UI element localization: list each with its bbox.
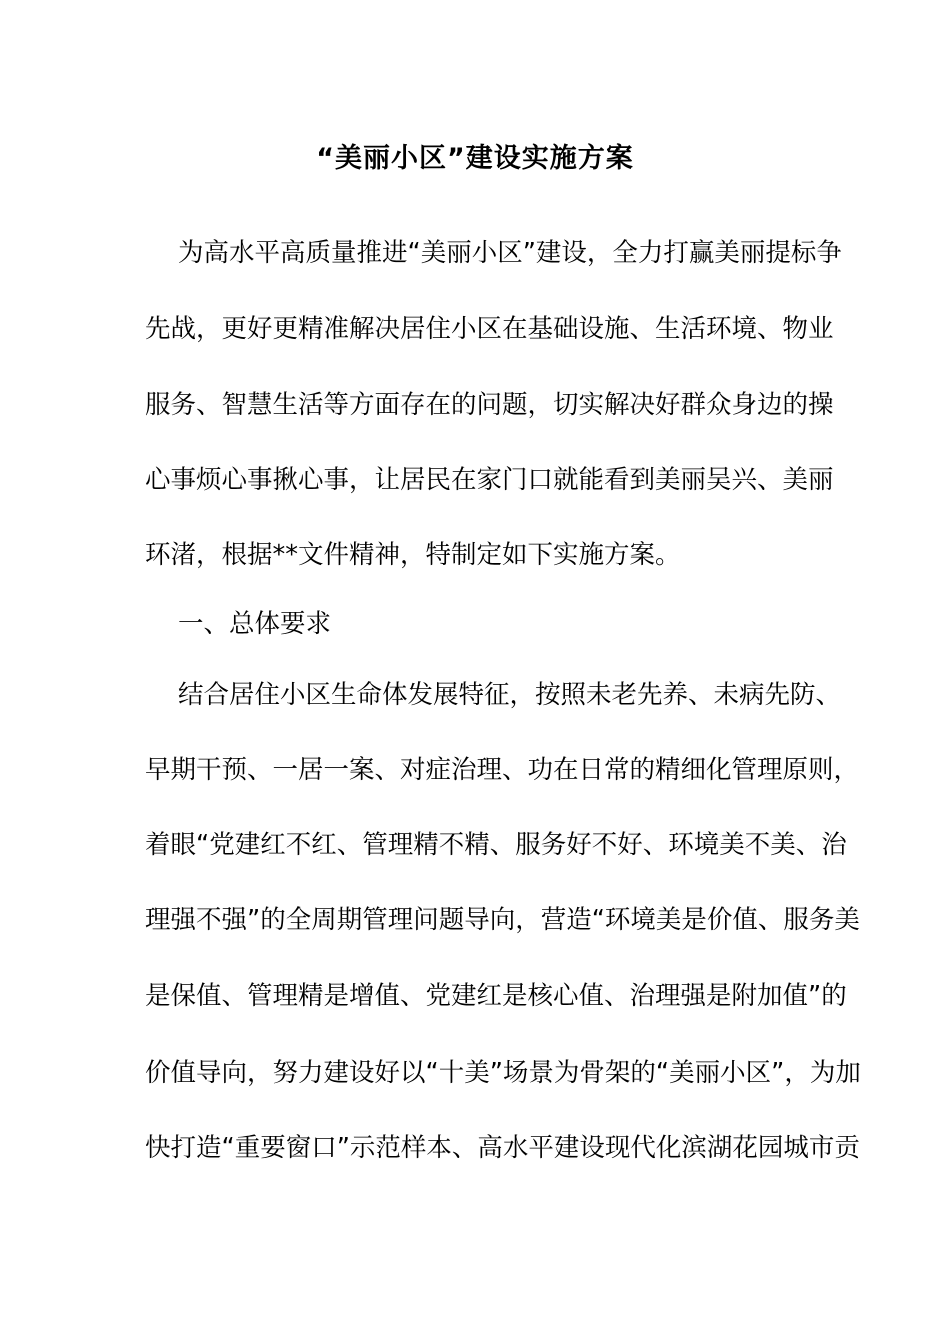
paragraph-line: 价值导向，努力建设好以“十美”场景为骨架的“美丽小区”，为加 bbox=[145, 1058, 861, 1088]
paragraph-line: 着眼“党建红不红、管理精不精、服务好不好、环境美不美、治 bbox=[145, 830, 847, 860]
document-title: “美丽小区”建设实施方案 bbox=[316, 143, 634, 174]
paragraph-line: 心事烦心事揪心事，让居民在家门口就能看到美丽吴兴、美丽 bbox=[145, 465, 834, 495]
paragraph-line: 早期干预、一居一案、对症治理、功在日常的精细化管理原则， bbox=[145, 755, 860, 785]
paragraph-line: 是保值、管理精是增值、党建红是核心值、治理强是附加值”的 bbox=[145, 981, 847, 1011]
paragraph-line: 环渚，根据**文件精神，特制定如下实施方案。 bbox=[145, 540, 681, 570]
paragraph-line: 服务、智慧生活等方面存在的问题，切实解决好群众身边的操 bbox=[145, 390, 834, 420]
paragraph-line: 结合居住小区生命体发展特征，按照未老先养、未病先防、 bbox=[178, 680, 842, 710]
paragraph-line: 为高水平高质量推进“美丽小区”建设，全力打赢美丽提标争 bbox=[178, 238, 842, 268]
section-heading: 一、总体要求 bbox=[178, 609, 332, 639]
paragraph-line: 先战，更好更精准解决居住小区在基础设施、生活环境、物业 bbox=[145, 314, 834, 344]
paragraph-line: 快打造“重要窗口”示范样本、高水平建设现代化滨湖花园城市贡 bbox=[145, 1133, 860, 1163]
paragraph-line: 理强不强”的全周期管理问题导向，营造“环境美是价值、服务美 bbox=[145, 905, 860, 935]
